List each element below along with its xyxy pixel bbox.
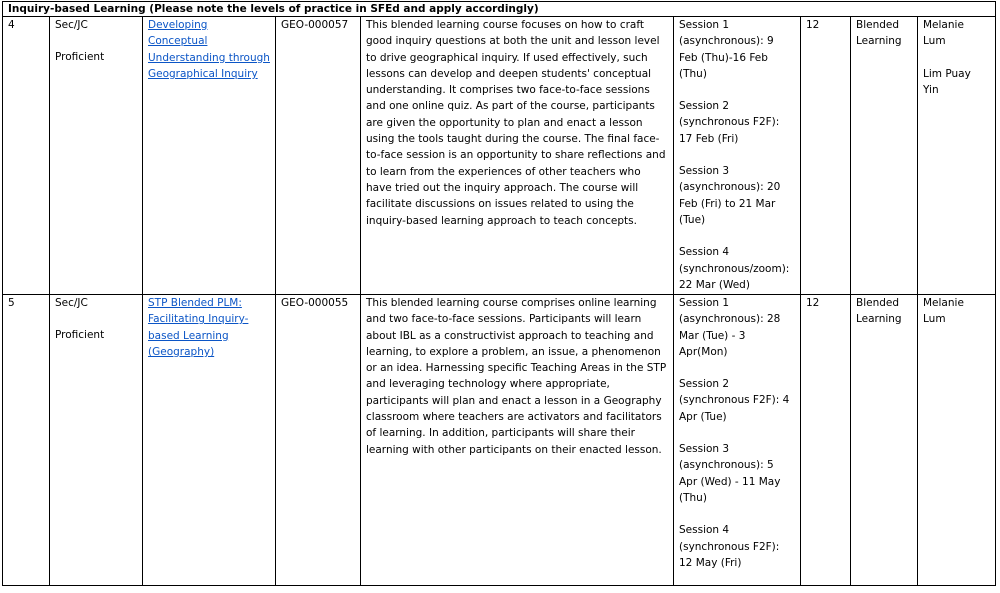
description-text: This blended learning course focuses on how to craft good inquiry questions at both the unit and lesson level to drive geographical inquiry. If used effectively, such lessons can develop and deepen students' conceptual understanding. It comprises two face-to-face sessions and one online quiz. As part of the course, participants are given the opportunity to plan and enact a lesson using the tools taught during the course. The final face-to-face session is an opportunity to share reflections and to learn from the experiences of other teachers who have tried out the inquiry approach. The course will facilitate discussions on issues related to using the inquiry-based learning approach to teach concepts. xyxy=(366,19,666,227)
mode-text: Blended Learning xyxy=(856,297,902,326)
course-hours: 12 xyxy=(801,17,851,295)
track-cell xyxy=(50,295,143,586)
sessions-cell xyxy=(674,295,801,586)
facilitators-cell xyxy=(918,17,996,295)
title-cell xyxy=(143,295,276,586)
facilitators-cell xyxy=(918,295,996,586)
title-cell xyxy=(143,17,276,295)
table-row xyxy=(3,17,996,295)
session-2: Session 2 (synchronous F2F): 17 Feb (Fri) xyxy=(679,100,780,145)
sessions-cell xyxy=(674,17,801,295)
facilitator-1: Melanie Lum xyxy=(923,297,964,326)
table-row xyxy=(3,295,996,586)
track-cell xyxy=(50,17,143,295)
course-description xyxy=(361,295,674,586)
section-header: Inquiry-based Learning (Please note the levels of practice in SFEd and apply accordingly) xyxy=(3,2,996,17)
track: Sec/JC xyxy=(55,297,88,309)
track: Sec/JC xyxy=(55,19,88,31)
mode-text: Blended Learning xyxy=(856,19,902,48)
course-description xyxy=(361,17,674,295)
session-3: Session 3 (asynchronous): 5 Apr (Wed) - 11 May (Thu) xyxy=(679,443,781,504)
course-table xyxy=(2,1,996,586)
description-text: This blended learning course comprises online learning and two face-to-face sessions. Participants will learn about IBL as a constructivist approach to teaching and learning, to explore a problem, an issue, a phenomenon or an idea. Harnessing specific Teaching Areas in the STP and leveraging technology where appropriate, participants will plan and enact a lesson in a Geography classroom where teachers are activators and facilitators of learning. In addition, participants will share their learning with other participants on their enacted lesson. xyxy=(366,297,667,456)
course-number: 4 xyxy=(3,17,50,295)
session-4: Session 4 (synchronous F2F): 12 May (Fri) xyxy=(679,524,780,569)
facilitator-1: Melanie Lum xyxy=(923,19,964,48)
section-header-row xyxy=(3,2,996,17)
course-mode xyxy=(851,17,918,295)
session-2: Session 2 (synchronous F2F): 4 Apr (Tue) xyxy=(679,378,790,423)
facilitator-2: Lim Puay Yin xyxy=(923,67,971,96)
session-3: Session 3 (asynchronous): 20 Feb (Fri) to 21 Mar (Tue) xyxy=(679,165,781,226)
course-title-link[interactable]: STP Blended PLM: Facilitating Inquiry-based Learning (Geography) xyxy=(148,297,249,358)
course-mode xyxy=(851,295,918,586)
practice-level: Proficient xyxy=(55,329,105,342)
practice-level: Proficient xyxy=(55,51,105,64)
session-1: Session 1 (asynchronous): 9 Feb (Thu)-16 Feb (Thu) xyxy=(679,19,774,80)
course-code: GEO-000057 xyxy=(276,17,361,295)
session-4: Session 4 (synchronous/zoom): 22 Mar (Wed) xyxy=(679,246,790,291)
course-number: 5 xyxy=(3,295,50,586)
course-code: GEO-000055 xyxy=(276,295,361,586)
session-1: Session 1 (asynchronous): 28 Mar (Tue) - 3 Apr(Mon) xyxy=(679,297,781,358)
course-title-link[interactable]: Developing Conceptual Understanding through Geographical Inquiry xyxy=(148,19,270,80)
course-hours: 12 xyxy=(801,295,851,586)
